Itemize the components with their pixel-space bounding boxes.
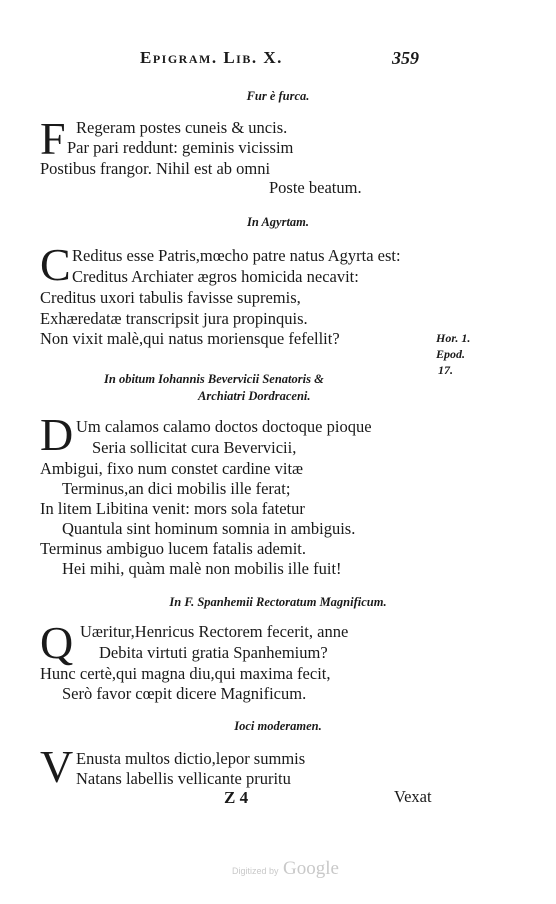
poem-line: Um calamos calamo doctos doctoque pioque — [76, 417, 372, 436]
running-header — [0, 48, 556, 72]
poem-line: Creditus uxori tabulis favisse supremis, — [40, 288, 301, 307]
poem-line: Seria sollicitat cura Bevervicii, — [92, 438, 297, 457]
poem-title-obitum-cont: Archiatri Dordraceni. — [198, 389, 311, 403]
poem-line: Hunc certè,qui magna diu,qui maxima fecit, — [40, 664, 331, 683]
poem-line: Creditus Archiater ægros homicida necavit: — [72, 267, 359, 286]
poem-title-ioci: Ioci moderamen. — [234, 719, 322, 733]
poem-line: Par pari reddunt: geminis vicissim — [67, 138, 294, 157]
poem-line: Terminus ambiguo lucem fatalis ademit. — [40, 539, 306, 558]
margin-note-line: Epod. — [436, 347, 466, 361]
poem-title-fur: Fur è furca. — [246, 89, 310, 103]
poem-line: Poste beatum. — [269, 178, 362, 197]
digitization-watermark — [232, 858, 339, 880]
poem-line: Debita virtuti gratia Spanhemium? — [99, 643, 328, 662]
dropcap-c: C — [40, 239, 71, 290]
margin-note-line: 17. — [438, 363, 453, 377]
poem-line: Postibus frangor. Nihil est ab omni — [40, 159, 271, 178]
poem-line: Regeram postes cuneis & uncis. — [76, 118, 288, 137]
poem-line: Exhæredatæ transcripsit jura propinquis. — [40, 309, 308, 328]
poem-line: Quantula sint hominum somnia in ambiguis. — [62, 519, 356, 538]
poem-line: Serò favor cœpit dicere Magnificum. — [62, 684, 307, 703]
signature-mark: Z 4 — [224, 788, 249, 807]
page-number: 359 — [392, 48, 419, 68]
poem-line: Terminus,an dici mobilis ille ferat; — [62, 479, 291, 498]
poem-line: Natans labellis vellicante pruritu — [76, 769, 291, 788]
header-title: Epigram. Lib. X. — [140, 48, 283, 67]
dropcap-q: Q — [40, 617, 74, 668]
dropcap-d: D — [40, 409, 74, 460]
poem-line: Uæritur,Henricus Rectorem fecerit, anne — [80, 622, 349, 641]
poem-title-obitum: In obitum Iohannis Bevervicii Senatoris & — [104, 372, 324, 386]
dropcap-f: F — [40, 113, 66, 164]
watermark-prefix: Digitized by — [232, 866, 279, 876]
poem-line: Reditus esse Patris,mœcho patre natus Agyrta est: — [72, 246, 401, 265]
poem-title-spanhemii: In F. Spanhemii Rectoratum Magnificum. — [169, 595, 387, 609]
margin-note-line: Hor. 1. — [436, 331, 471, 345]
poem-title-agyrtam: In Agyrtam. — [246, 215, 310, 229]
poem-line: Ambigui, fixo num constet cardine vitæ — [40, 459, 304, 478]
poem-line: In litem Libitina venit: mors sola fatetur — [40, 499, 305, 518]
poem-line: Hei mihi, quàm malè non mobilis ille fuit! — [62, 559, 342, 578]
poem-line: Non vixit malè,qui natus moriensque fefellit? — [40, 329, 340, 348]
poem-line: Enusta multos dictio,lepor summis — [76, 749, 306, 768]
watermark-brand: Google — [282, 858, 339, 879]
catchword: Vexat — [394, 787, 432, 806]
dropcap-v: V — [40, 741, 74, 792]
